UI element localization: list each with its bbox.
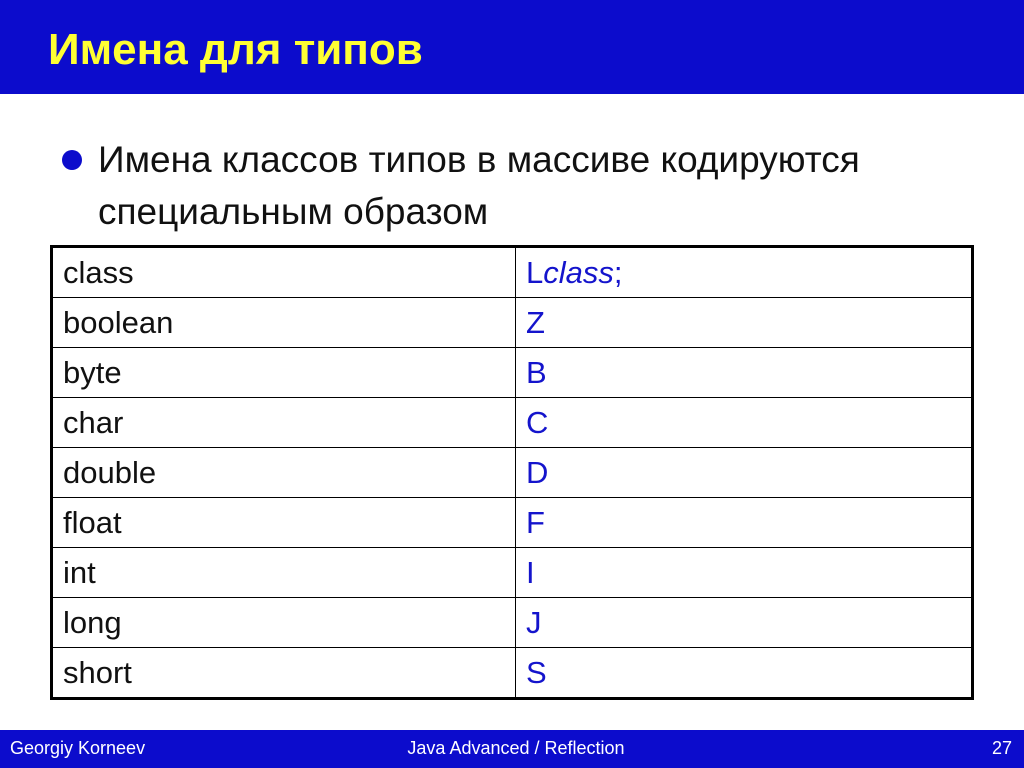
type-code-cell: S bbox=[516, 648, 973, 699]
type-code-cell: I bbox=[516, 548, 973, 598]
footer-author: Georgiy Korneev bbox=[10, 738, 146, 758]
type-code-cell: B bbox=[516, 348, 973, 398]
type-code-cell: F bbox=[516, 498, 973, 548]
type-name-cell: char bbox=[52, 398, 516, 448]
table-row bbox=[52, 498, 973, 548]
code-suffix: ; bbox=[613, 254, 623, 290]
table-row bbox=[52, 398, 973, 448]
type-code-cell: D bbox=[516, 448, 973, 498]
type-name-cell: boolean bbox=[52, 298, 516, 348]
table-row bbox=[52, 598, 973, 648]
table-row bbox=[52, 548, 973, 598]
table-row bbox=[52, 247, 973, 298]
footer-course: Java Advanced / Reflection bbox=[407, 738, 625, 758]
slide-title: Имена для типов bbox=[48, 25, 423, 74]
type-code-cell bbox=[516, 247, 973, 298]
table-row bbox=[52, 448, 973, 498]
type-name-cell: class bbox=[52, 247, 516, 298]
bullet-text: Имена классов типов в массиве кодируются специальным образом bbox=[98, 139, 860, 232]
type-name-cell: byte bbox=[52, 348, 516, 398]
footer-bar bbox=[0, 730, 1024, 768]
bullet-icon bbox=[62, 150, 82, 170]
table-row bbox=[52, 298, 973, 348]
type-name-cell: long bbox=[52, 598, 516, 648]
code-prefix: L bbox=[526, 254, 544, 290]
type-code-cell: C bbox=[516, 398, 973, 448]
page-number: 27 bbox=[991, 738, 1012, 758]
type-code-cell: J bbox=[516, 598, 973, 648]
code-italic: class bbox=[543, 254, 614, 290]
type-name-cell: short bbox=[52, 648, 516, 699]
type-name-cell: float bbox=[52, 498, 516, 548]
type-name-cell: double bbox=[52, 448, 516, 498]
table-row bbox=[52, 348, 973, 398]
type-code-cell: Z bbox=[516, 298, 973, 348]
type-name-cell: int bbox=[52, 548, 516, 598]
type-encoding-table bbox=[50, 245, 974, 700]
table-row bbox=[52, 648, 973, 699]
title-bar bbox=[0, 0, 1024, 94]
